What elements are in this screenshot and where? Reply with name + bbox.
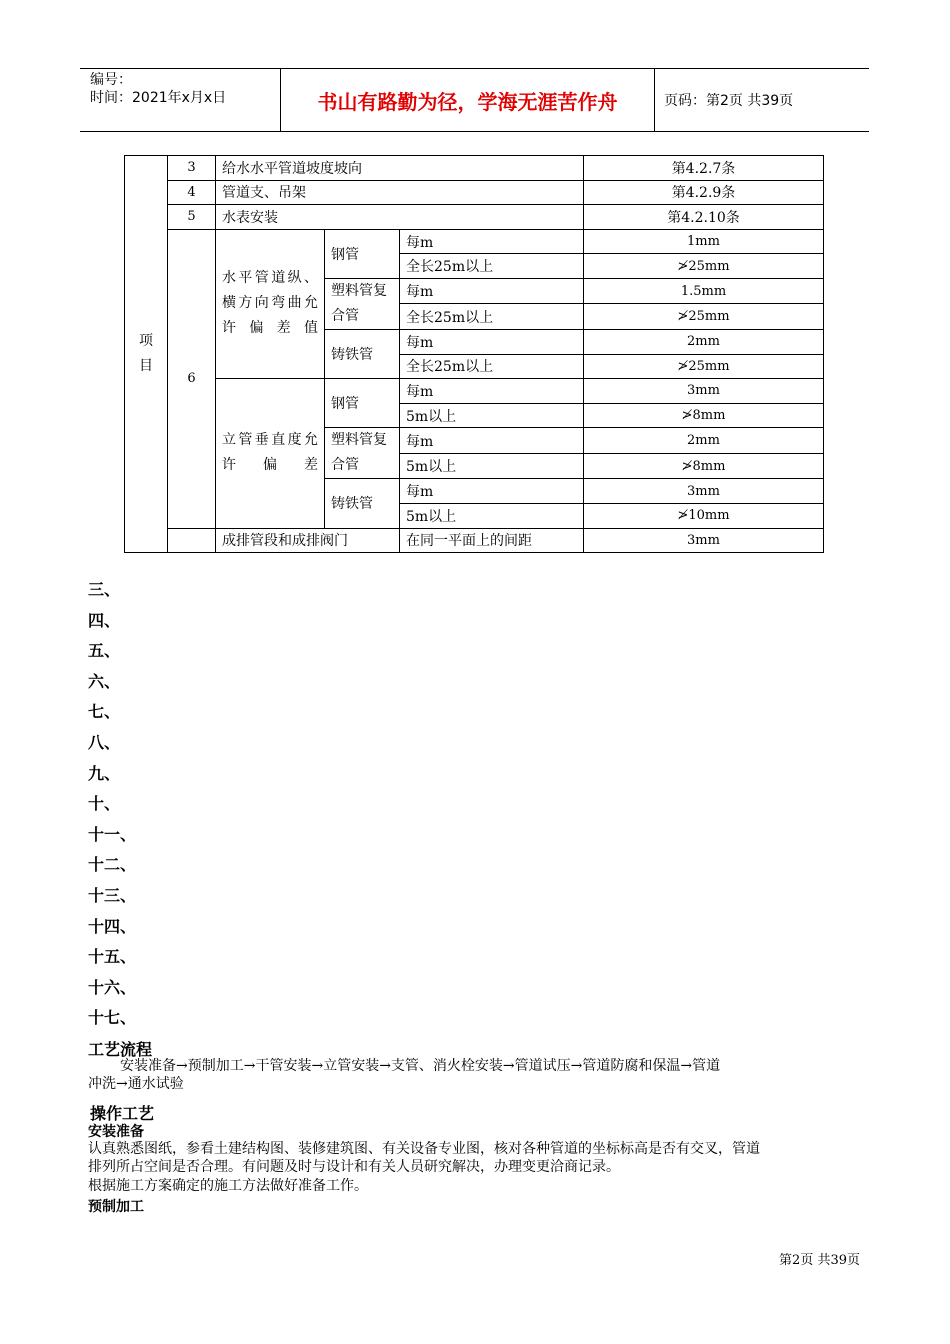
table-row [125,156,824,181]
value: 1.5mm [584,278,824,304]
item-ref: 第4.2.9条 [584,180,824,205]
operation-heading: 操作工艺 [90,1104,155,1123]
horizontal-label: 水平管道纵、横方向弯曲允许偏差值 [216,229,325,378]
condition: 全长25m以上 [400,354,584,379]
table-row [125,379,824,404]
list-item: 四、 [88,610,121,630]
value: ≯10mm [584,503,824,528]
page-footer: 第2页 共39页 [779,1253,860,1268]
item-ref: 第4.2.7条 [584,156,824,181]
item-no: 4 [168,180,216,205]
item-no: 3 [168,156,216,181]
value: 3mm [584,379,824,404]
item-no: 6 [168,229,216,528]
motto: 书山有路勤为径，学海无涯苦作舟 [280,69,655,131]
prep-paragraph-line2: 排列所占空间是否合理。有问题及时与设计和有关人员研究解决，办理变更洽商记录。 [88,1159,620,1175]
list-item: 八、 [88,732,121,752]
pipe-type: 钢管 [325,229,400,278]
condition: 每m [400,379,584,404]
value: ≯25mm [584,354,824,379]
value: ≯25mm [584,254,824,279]
value: ≯25mm [584,304,824,330]
value: ≯8mm [584,403,824,428]
list-item: 十、 [88,794,121,814]
condition: 每m [400,329,584,354]
prep-paragraph-line1: 认真熟悉图纸，参看土建结构图、装修建筑图、有关设备专业图，核对各种管道的坐标标高是否有交叉，管道 [88,1141,760,1157]
process-text-line1: 安装准备→预制加工→干管安装→立管安装→支管、消火栓安装→管道试压→管道防腐和保温→管道 [120,1058,721,1074]
list-item: 十七、 [88,1008,137,1028]
list-item: 三、 [88,580,121,599]
condition: 每m [400,278,584,304]
header-meta [90,71,280,107]
table-row [125,229,824,254]
list-item: 十一、 [88,824,137,844]
pipe-type: 塑料管复合管 [325,428,400,479]
value: 1mm [584,229,824,254]
item-no: 5 [168,205,216,230]
condition: 全长25m以上 [400,254,584,279]
value: ≯8mm [584,453,824,479]
item-name: 给水水平管道坡度坡向 [216,156,584,181]
item-name: 成排管段和成排阀门 [216,528,400,553]
list-item: 十五、 [88,947,137,967]
table-row [125,528,824,553]
condition: 每m [400,479,584,504]
table-row [125,180,824,205]
condition: 每m [400,229,584,254]
table-row [125,205,824,230]
condition: 5m以上 [400,453,584,479]
condition: 5m以上 [400,403,584,428]
process-heading: 工艺流程 [88,1040,153,1059]
row-group-label: 项 目 [125,156,168,553]
value: 3mm [584,479,824,504]
code-label: 编号： [90,72,132,88]
value: 3mm [584,528,824,553]
list-item: 十四、 [88,916,137,936]
sub-heading-prep: 安装准备 [88,1124,144,1140]
list-item: 五、 [88,641,121,661]
pipe-type: 铸铁管 [325,479,400,528]
pipe-type: 塑料管复合管 [325,278,400,329]
condition: 每m [400,428,584,454]
list-item: 十二、 [88,855,137,875]
list-item: 十六、 [88,977,137,997]
sub-heading-prefab: 预制加工 [88,1199,144,1215]
outline-list [88,575,136,1034]
pipe-type: 钢管 [325,379,400,428]
list-item: 十三、 [88,885,137,905]
value: 2mm [584,329,824,354]
item-name: 管道支、吊架 [216,180,584,205]
prep-paragraph-2: 根据施工方案确定的施工方法做好准备工作。 [88,1178,368,1194]
deviation-table [124,155,824,553]
list-item: 六、 [88,671,121,691]
condition: 5m以上 [400,503,584,528]
value: 2mm [584,428,824,454]
vertical-label: 立管垂直度允许偏差 [216,379,325,528]
page-header [80,68,869,132]
condition: 全长25m以上 [400,304,584,330]
process-text-line2: 冲洗→通水试验 [88,1076,184,1092]
item-name: 水表安装 [216,205,584,230]
list-item: 七、 [88,702,121,722]
pipe-type: 铸铁管 [325,329,400,378]
empty-cell [168,528,216,553]
time-label: 时间：2021年x月x日 [90,90,227,106]
item-ref: 第4.2.10条 [584,205,824,230]
page-label: 页码：第2页 共39页 [664,93,794,109]
list-item: 九、 [88,763,121,783]
condition: 在同一平面上的间距 [400,528,584,553]
